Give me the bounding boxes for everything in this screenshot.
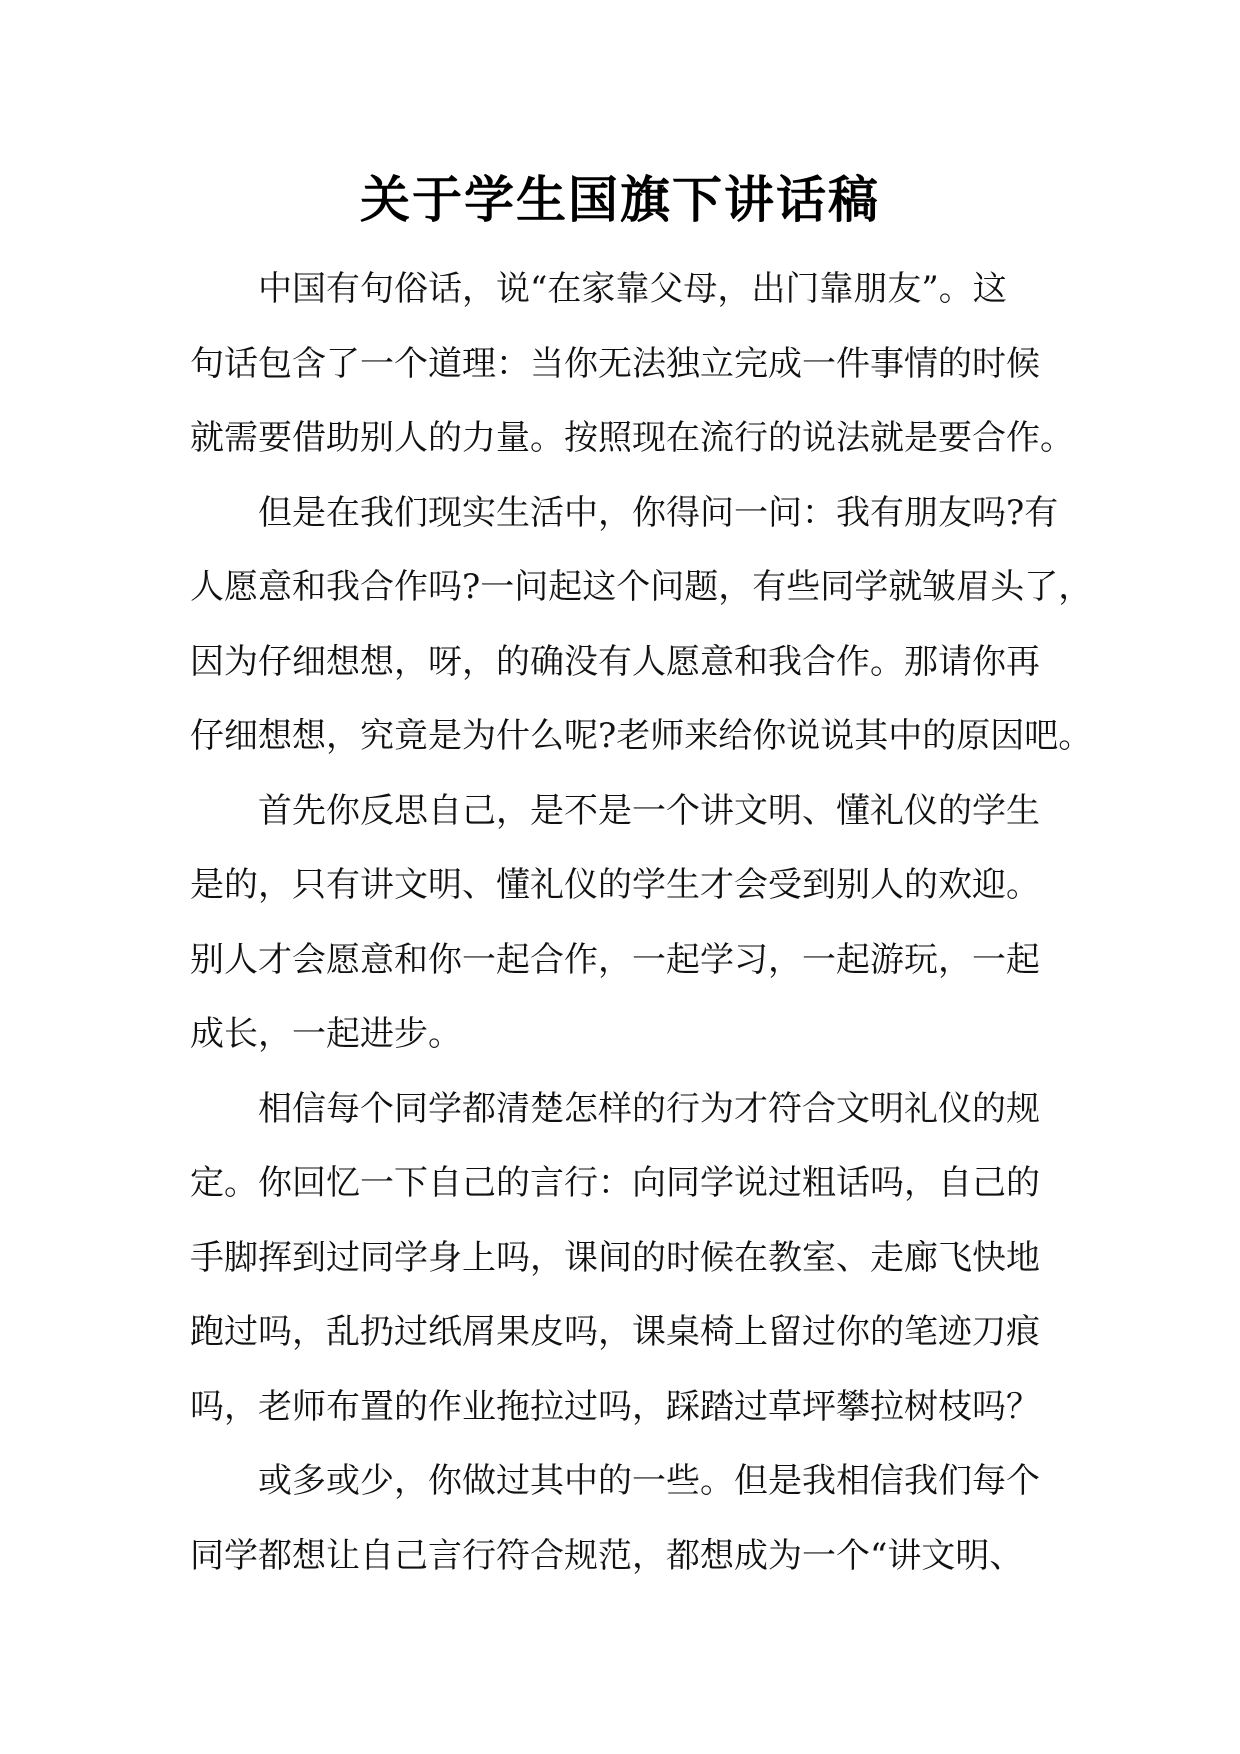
body-text-line: 手脚挥到过同学身上吗，课间的时候在教室、走廊飞快地 [190, 1237, 1040, 1278]
body-text-line: 同学都想让自己言行符合规范，都想成为一个“讲文明、 [190, 1535, 1024, 1576]
body-text-line: 但是在我们现实生活中，你得问一问：我有朋友吗?有 [258, 492, 1059, 533]
document-body [190, 252, 1093, 1593]
document-title: 关于学生国旗下讲话稿 [360, 171, 880, 229]
body-text-line: 人愿意和我合作吗?一问起这个问题，有些同学就皱眉头了， [190, 567, 1093, 607]
body-text-line: 仔细想想，究竟是为什么呢?老师来给你说说其中的原因吧。 [190, 716, 1093, 756]
body-text-line: 成长，一起进步。 [190, 1014, 462, 1054]
body-text-line: 相信每个同学都清楚怎样的行为才符合文明礼仪的规 [258, 1088, 1040, 1129]
body-text-line: 就需要借助别人的力量。按照现在流行的说法就是要合作。 [190, 418, 1074, 458]
body-text-line: 中国有句俗话，说“在家靠父母，出门靠朋友”。这 [258, 269, 1007, 309]
body-text-line: 别人才会愿意和你一起合作，一起学习，一起游玩，一起 [190, 939, 1040, 980]
body-text-line: 是的，只有讲文明、懂礼仪的学生才会受到别人的欢迎。 [190, 865, 1040, 905]
body-text-line: 首先你反思自己，是不是一个讲文明、懂礼仪的学生 [258, 790, 1040, 831]
body-text-line: 跑过吗，乱扔过纸屑果皮吗，课桌椅上留过你的笔迹刀痕 [190, 1312, 1040, 1352]
body-text-line: 吗，老师布置的作业拖拉过吗，踩踏过草坪攀拉树枝吗？ [190, 1386, 1040, 1427]
body-text-line: 因为仔细想想，呀，的确没有人愿意和我合作。那请你再 [190, 641, 1040, 682]
body-text-line: 或多或少，你做过其中的一些。但是我相信我们每个 [258, 1461, 1040, 1501]
body-text-line: 句话包含了一个道理：当你无法独立完成一件事情的时候 [190, 343, 1040, 384]
body-text-line: 定。你回忆一下自己的言行：向同学说过粗话吗，自己的 [190, 1163, 1040, 1203]
